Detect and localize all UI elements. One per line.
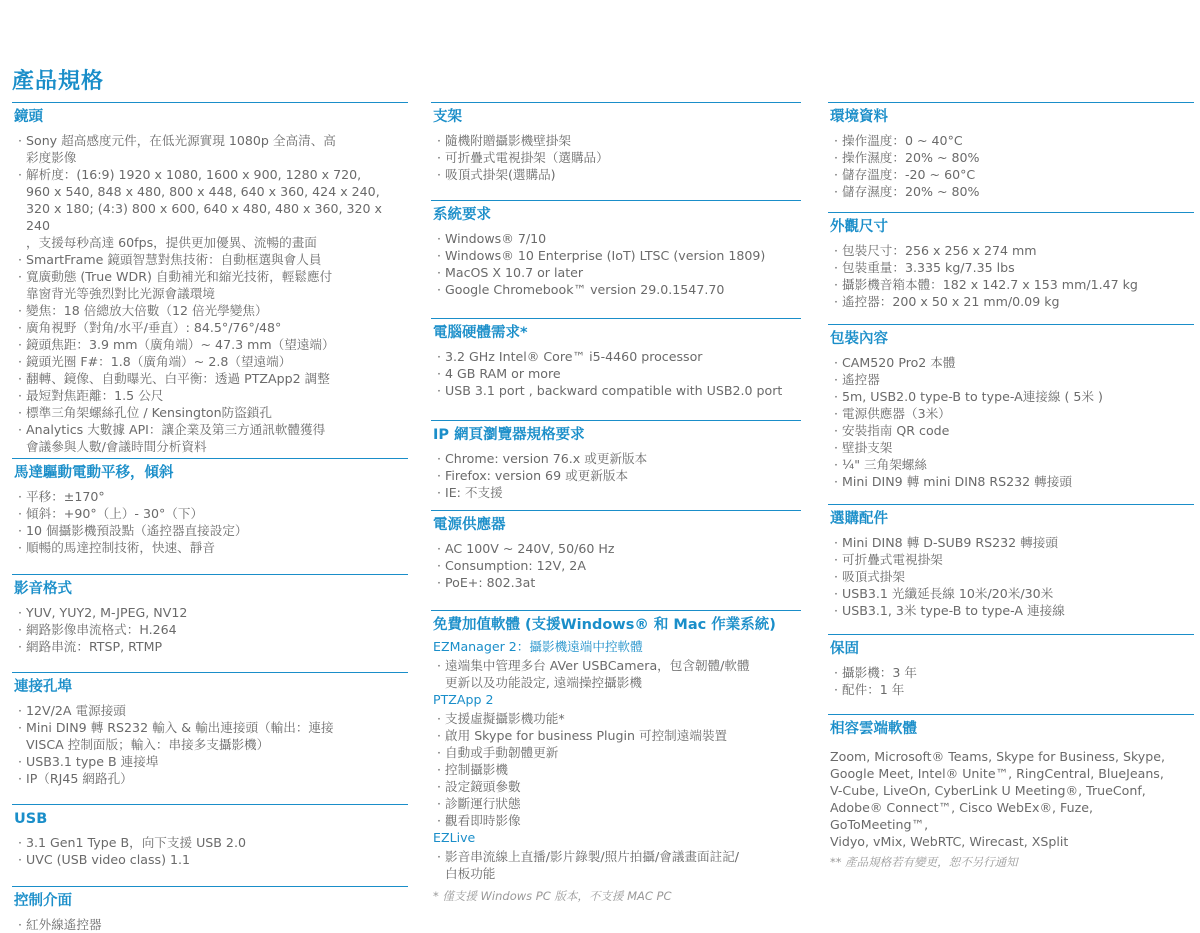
page-title: 產品規格 (12, 69, 105, 94)
spec-item: 會議參與人數/會議時間分析資料 (26, 439, 207, 454)
spec-item: · SmartFrame 鏡頭智慧對焦技術：自動框選與會人員 (12, 251, 408, 268)
section-package (828, 324, 1194, 490)
spec-item: · 可折疊式電視掛架（選購品） (431, 149, 801, 166)
spec-item: · 網路串流：RTSP, RTMP (12, 638, 408, 655)
section-motor (12, 458, 408, 556)
spec-item: · 3.2 GHz Intel® Core™ i5-4460 processor (431, 348, 801, 365)
section-title: IP 網頁瀏覽器規格要求 (431, 420, 801, 448)
spec-list (431, 132, 801, 183)
spec-item: · 啟用 Skype for business Plugin 可控制遠端裝置 (431, 727, 801, 744)
section-lens (12, 102, 408, 455)
footnote: ** 產品規格若有變更，恕不另行通知 (830, 855, 1018, 869)
section-title: 保固 (828, 634, 1194, 662)
section-cloud-software (828, 714, 1194, 870)
spec-list (12, 916, 408, 933)
spec-item: · USB3.1 光纖延長線 10米/20米/30米 (828, 585, 1194, 602)
spec-list (431, 540, 801, 591)
spec-item: · 自動或手動韌體更新 (431, 744, 801, 761)
spec-item: 960 x 540, 848 x 480, 800 x 448, 640 x 360, 424 x 240, (26, 184, 380, 199)
spec-item: · 吸頂式掛架 (828, 568, 1194, 585)
spec-item: · 紅外線遙控器 (12, 916, 408, 933)
spec-item: · 操作溫度：0 ~ 40°C (828, 132, 1194, 149)
spec-list (431, 710, 801, 829)
subsection-title: EZLive (433, 830, 476, 845)
spec-item: 更新以及功能設定, 遠端操控攝影機 (445, 675, 642, 690)
spec-list (828, 534, 1194, 619)
spec-item: · 攝影機音箱本體：182 x 142.7 x 153 mm/1.47 kg (828, 276, 1194, 293)
spec-item: · IE: 不支援 (431, 484, 801, 501)
spec-item: · 順暢的馬達控制技術，快速、靜音 (12, 539, 408, 556)
spec-item: · 控制攝影機 (431, 761, 801, 778)
text-line: Vidyo, vMix, WebRTC, Wirecast, XSplit (830, 834, 1069, 849)
spec-item: · 最短對焦距離：1.5 公尺 (12, 387, 408, 404)
spec-item: · AC 100V ~ 240V, 50/60 Hz (431, 540, 801, 557)
spec-item: · 支援虛擬攝影機功能* (431, 710, 801, 727)
spec-item: · 包裝尺寸：256 x 256 x 274 mm (828, 242, 1194, 259)
spec-item: · Analytics 大數據 API：讓企業及第三方通訊軟體獲得 (12, 421, 408, 438)
spec-item: · 解析度：(16:9) 1920 x 1080, 1600 x 900, 1280 x 720, (12, 166, 408, 183)
spec-item: 彩度影像 (26, 150, 77, 165)
spec-item: · Mini DIN9 轉 RS232 輸入 & 輸出連接頭（輸出：連接 (12, 719, 408, 736)
spec-item: · Consumption: 12V, 2A (431, 557, 801, 574)
section-title: 外觀尺寸 (828, 212, 1194, 240)
spec-list (12, 604, 408, 655)
spec-item: · 診斷運行狀態 (431, 795, 801, 812)
spec-list (431, 450, 801, 501)
spec-list (828, 242, 1194, 310)
subsection-title: PTZApp 2 (433, 692, 494, 707)
spec-item: · 安裝指南 QR code (828, 422, 1194, 439)
spec-item: ，支援每秒高達 60fps，提供更加優異、流暢的畫面 (26, 235, 317, 250)
spec-item: VISCA 控制面版；輸入：串接多支攝影機） (26, 737, 270, 752)
spec-list (828, 664, 1194, 698)
spec-item: · 變焦：18 倍總放大倍數（12 倍光學變焦） (12, 302, 408, 319)
spec-item: · 寬廣動態 (True WDR) 自動補光和縮光技術，輕鬆應付 (12, 268, 408, 285)
text-line: Adobe® Connect™, Cisco WebEx®, Fuze, GoToMeeting™, (830, 800, 1093, 832)
spec-item: · 隨機附贈攝影機壁掛架 (431, 132, 801, 149)
section-title: 免費加值軟體 (支援Windows® 和 Mac 作業系統) (431, 610, 801, 638)
spec-item: · 遙控器 (828, 371, 1194, 388)
spec-item: · 翻轉、鏡像、自動曝光、白平衡：透過 PTZApp2 調整 (12, 370, 408, 387)
spec-item: 白板功能 (445, 866, 496, 881)
spec-item: · USB3.1 type B 連接埠 (12, 753, 408, 770)
spec-item: · Chrome: version 76.x 或更新版本 (431, 450, 801, 467)
text-line: Google Meet, Intel® Unite™, RingCentral, BlueJeans, (830, 766, 1164, 781)
section-environment (828, 102, 1194, 200)
section-control (12, 886, 408, 933)
spec-item: · 12V/2A 電源接頭 (12, 702, 408, 719)
spec-list (431, 848, 801, 882)
spec-list (828, 132, 1194, 200)
spec-item: · Google Chromebook™ version 29.0.1547.70 (431, 281, 801, 298)
section-title: USB (12, 804, 408, 832)
spec-item: · 觀看即時影像 (431, 812, 801, 829)
section-av-format (12, 574, 408, 655)
spec-item: · Windows® 7/10 (431, 230, 801, 247)
section-title: 影音格式 (12, 574, 408, 602)
section-title: 電腦硬體需求* (431, 318, 801, 346)
spec-list (431, 348, 801, 399)
section-browser (431, 420, 801, 501)
spec-item: · MacOS X 10.7 or later (431, 264, 801, 281)
subsection-title: EZManager 2：攝影機遠端中控軟體 (433, 639, 643, 654)
spec-item: · Windows® 10 Enterprise (IoT) LTSC (version 1809) (431, 247, 801, 264)
spec-item: · IP（RJ45 網路孔） (12, 770, 408, 787)
section-title: 包裝內容 (828, 324, 1194, 352)
spec-item: · 配件：1 年 (828, 681, 1194, 698)
spec-item: · 影音串流線上直播/影片錄製/照片拍攝/會議畫面註記/ (431, 848, 801, 865)
spec-item: 320 x 180; (4:3) 800 x 600, 640 x 480, 480 x 360, 320 x 240 (26, 201, 382, 233)
spec-item: · USB 3.1 port , backward compatible with USB2.0 port (431, 382, 801, 399)
section-power (431, 510, 801, 591)
spec-item: · 遠端集中管理多台 AVer USBCamera，包含韌體/軟體 (431, 657, 801, 674)
section-title: 電源供應器 (431, 510, 801, 538)
section-title: 鏡頭 (12, 102, 408, 130)
section-warranty (828, 634, 1194, 698)
section-dimensions (828, 212, 1194, 310)
spec-item: · USB3.1, 3米 type-B to type-A 連接線 (828, 602, 1194, 619)
spec-list (12, 834, 408, 868)
spec-item: · Sony 超高感度元件，在低光源實現 1080p 全高清、高 (12, 132, 408, 149)
spec-item: · 遙控器：200 x 50 x 21 mm/0.09 kg (828, 293, 1194, 310)
spec-item: 靠窗背光等強烈對比光源會議環境 (26, 286, 215, 301)
cloud-software-list (828, 748, 1194, 850)
section-title: 環境資料 (828, 102, 1194, 130)
spec-item: · 設定鏡頭參數 (431, 778, 801, 795)
section-usb (12, 804, 408, 868)
section-mount (431, 102, 801, 183)
section-system (431, 200, 801, 298)
spec-item: · 5m, USB2.0 type-B to type-A連接線 ( 5米 ) (828, 388, 1194, 405)
spec-item: · 吸頂式掛架(選購品) (431, 166, 801, 183)
spec-item: · 3.1 Gen1 Type B，向下支援 USB 2.0 (12, 834, 408, 851)
spec-item: · 操作濕度：20% ~ 80% (828, 149, 1194, 166)
spec-item: · ¼" 三角架螺絲 (828, 456, 1194, 473)
spec-item: · 壁掛支架 (828, 439, 1194, 456)
section-options (828, 504, 1194, 619)
spec-item: · Mini DIN9 轉 mini DIN8 RS232 轉接頭 (828, 473, 1194, 490)
section-title: 選購配件 (828, 504, 1194, 532)
spec-item: · 10 個攝影機預設點（遙控器直接設定） (12, 522, 408, 539)
section-hardware (431, 318, 801, 399)
spec-item: · 平移：±170° (12, 488, 408, 505)
spec-item: · 標準三角架螺絲孔位 / Kensington防盜鎖孔 (12, 404, 408, 421)
spec-item: · 儲存溫度：-20 ~ 60°C (828, 166, 1194, 183)
spec-item: · 攝影機：3 年 (828, 664, 1194, 681)
spec-list (12, 702, 408, 787)
spec-item: · 廣角視野（對角/水平/垂直）: 84.5°/76°/48° (12, 319, 408, 336)
spec-item: · 鏡頭焦距：3.9 mm（廣角端）~ 47.3 mm（望遠端） (12, 336, 408, 353)
spec-item: · CAM520 Pro2 本體 (828, 354, 1194, 371)
section-title: 支架 (431, 102, 801, 130)
spec-item: · Firefox: version 69 或更新版本 (431, 467, 801, 484)
spec-item: · UVC (USB video class) 1.1 (12, 851, 408, 868)
spec-list (12, 132, 408, 455)
section-title: 馬達驅動電動平移，傾斜 (12, 458, 408, 486)
spec-item: · Mini DIN8 轉 D-SUB9 RS232 轉接頭 (828, 534, 1194, 551)
text-line: V-Cube, LiveOn, CyberLink U Meeting®, TrueConf, (830, 783, 1146, 798)
spec-list (828, 354, 1194, 490)
text-line: Zoom, Microsoft® Teams, Skype for Business, Skype, (830, 749, 1166, 764)
section-title: 相容雲端軟體 (828, 714, 1194, 742)
section-title: 系統要求 (431, 200, 801, 228)
spec-item: · 儲存濕度：20% ~ 80% (828, 183, 1194, 200)
spec-item: · PoE+: 802.3at (431, 574, 801, 591)
spec-item: · 鏡頭光圈 F#：1.8（廣角端）~ 2.8（望遠端） (12, 353, 408, 370)
spec-item: · 傾斜：+90°（上）- 30°（下） (12, 505, 408, 522)
section-software (431, 610, 801, 904)
spec-item: · 4 GB RAM or more (431, 365, 801, 382)
spec-item: · 包裝重量：3.335 kg/7.35 lbs (828, 259, 1194, 276)
spec-list (12, 488, 408, 556)
spec-list (431, 230, 801, 298)
spec-item: · YUV, YUY2, M-JPEG, NV12 (12, 604, 408, 621)
spec-item: · 電源供應器（3米） (828, 405, 1194, 422)
section-title: 連接孔埠 (12, 672, 408, 700)
spec-item: · 網路影像串流格式：H.264 (12, 621, 408, 638)
spec-item: · 可折疊式電視掛架 (828, 551, 1194, 568)
section-ports (12, 672, 408, 787)
spec-list (431, 657, 801, 691)
section-title: 控制介面 (12, 886, 408, 914)
footnote: * 僅支援 Windows PC 版本，不支援 MAC PC (433, 889, 672, 903)
